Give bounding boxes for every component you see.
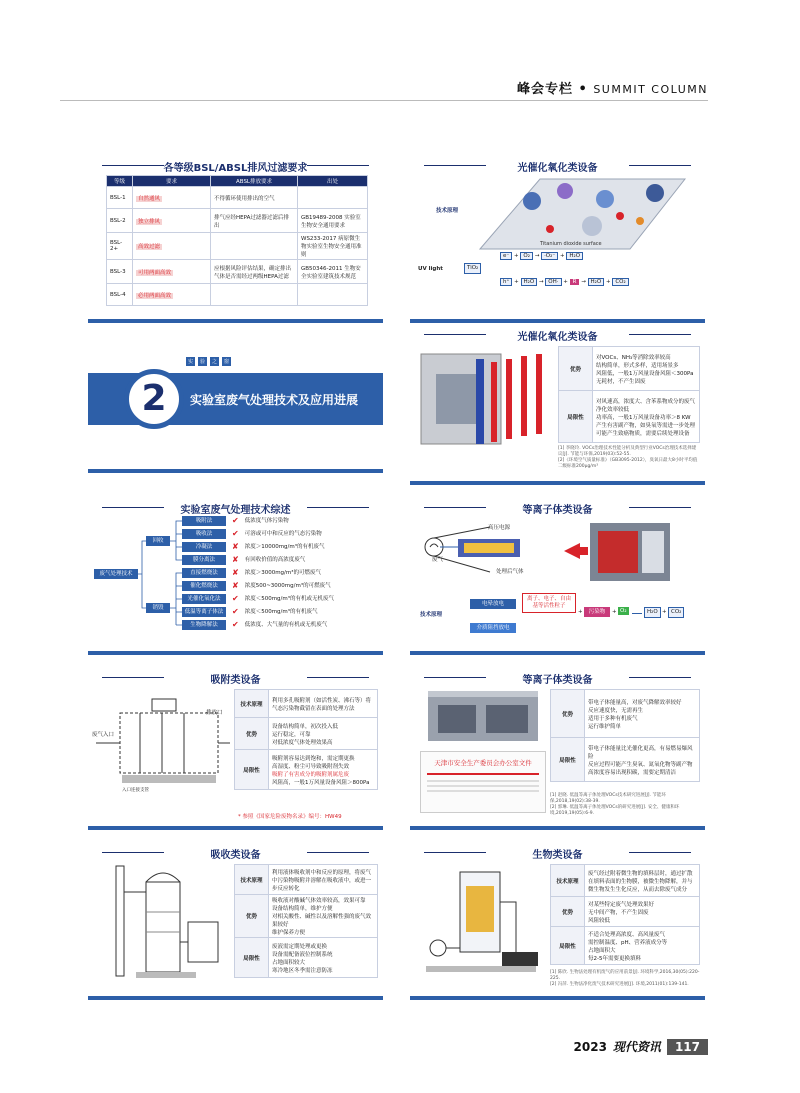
badge-row (186, 357, 231, 366)
header-rule (60, 100, 708, 101)
column-name-cn: 峰会专栏 (516, 82, 573, 97)
surface-label: Titanium dioxide surface (540, 241, 602, 247)
section-number: 2 (124, 369, 184, 429)
slide-bottom-bar (410, 826, 705, 830)
dbd-discharge: 介质阻挡放电 (470, 623, 516, 633)
slide-title: 等离子体类设备 (410, 501, 705, 516)
list-item: 对VOCs、NH₃等消除效率较高 (596, 354, 671, 361)
list-item: 每2-5年需要更换填料 (588, 955, 641, 962)
list-item: 功率高，一般1万风量设备功率＞8 KW (596, 414, 691, 421)
tech-label: 技术原理 (420, 612, 443, 618)
list-item: 无中间产物，不产生固废 (588, 909, 649, 916)
list-item: 带电子体能量比光催化更高，有易燃易爆风险 (588, 745, 693, 760)
cross-icon: ✘ (232, 555, 239, 564)
method-note: 浓度＜500mg/m³的有机废气 (244, 609, 318, 615)
cell-level: BSL-2 (107, 209, 133, 233)
plasma-reactor-diagram (420, 517, 540, 587)
cell-req: 可用两面高效 (133, 260, 211, 284)
plasma-unit-image (420, 687, 546, 747)
limitations-cell (269, 938, 378, 978)
cell-req: 自然通风 (133, 187, 211, 209)
row-label: 优势 (235, 718, 269, 750)
badge: 窗 (224, 359, 230, 365)
row-label: 局限性 (559, 391, 593, 443)
list-item: 不适合处理高浓度、高风量废气 (588, 931, 666, 938)
list-item: 反应过程可能产生臭氧、氮氧化物等副产物 (588, 761, 693, 768)
list-item: 对低浓度气体处理效果高 (272, 739, 333, 746)
table-row (551, 690, 700, 738)
plasma-table (550, 689, 700, 782)
check-icon: ✔ (232, 620, 239, 629)
cell-absl: 不得循环使用排出的空气 (211, 187, 298, 209)
cell-src: GB50346-2011 生物安全实验室建筑技术规范 (298, 260, 368, 284)
table-row (551, 897, 700, 927)
method-row (182, 516, 289, 526)
method-name: 吸附法 (182, 516, 226, 526)
plasma-unit-image (560, 517, 695, 589)
slide-title: 光催化氧化类设备 (410, 159, 705, 174)
list-item: 带电子体能量高，对废气降解效率较好 (588, 699, 682, 706)
list-item: 占地面积大 (588, 947, 616, 954)
row-label: 优势 (235, 895, 269, 938)
check-icon: ✔ (232, 594, 239, 603)
row-label: 局限性 (551, 927, 585, 965)
references (558, 446, 700, 470)
slide-tech-overview (88, 495, 383, 655)
check-icon: ✔ (232, 516, 239, 525)
method-name: 光催化氧化法 (182, 594, 226, 604)
col-header: 要求 (133, 176, 211, 187)
advantages-cell (585, 897, 700, 927)
biological-table (550, 864, 700, 965)
slide-title: 吸附类设备 (88, 671, 383, 686)
method-note: 低浓度气体污染物 (244, 518, 289, 524)
table-row (559, 347, 700, 391)
reference-item: [1] 赵晓. 低温等离子体处理VOCs技术研究进展[J]. 节能环保,2018,19(02):38-39. (550, 793, 666, 804)
slide-adsorption-device (88, 665, 383, 830)
method-row (182, 542, 324, 552)
tech-label: 技术原理 (436, 208, 459, 214)
page-footer (574, 1038, 708, 1055)
col-header: 出处 (298, 176, 368, 187)
slide-title: 吸收类设备 (88, 846, 383, 861)
absorption-table (234, 864, 378, 978)
news-document (420, 751, 546, 813)
reference-item: [1] 陈欣. 生物法处理有机废气的应用前景[J]. 环境科学,2016,30(05):220-225. (550, 970, 700, 981)
slide-absorption-device (88, 840, 383, 1000)
table-row (235, 895, 378, 938)
list-item: 可能产生致癌物质，需要后续处理设备 (596, 430, 690, 437)
table-row (551, 927, 700, 965)
tio2-node: TiO₂ (464, 263, 481, 274)
reference-item: [2]《环境空气质量标准》（GB3095-2012），臭氧日最大8小时平均值二级标准200μg/m³ (558, 458, 698, 469)
list-item: 运行维护简单 (588, 723, 622, 730)
adsorption-unit-diagram (92, 691, 232, 801)
uv-label: UV light (418, 266, 443, 272)
references (550, 793, 700, 817)
badge: 实 (188, 359, 194, 365)
slide-bsl-requirements (88, 153, 383, 323)
cell-level: BSL-2+ (107, 233, 133, 260)
cell-level: BSL-3 (107, 260, 133, 284)
list-item: 高浓度容易出现积碳，需要定期清洁 (588, 769, 677, 776)
slide-plasma-principle (410, 495, 705, 655)
cell-absl (211, 284, 298, 306)
method-row (182, 529, 322, 539)
table-row (559, 391, 700, 443)
slide-bottom-bar (410, 651, 705, 655)
list-item: 利用液体吸收剂中和反应的原理，将废气中污染物吸附并溶解在吸收液中，或进一步反应转化 (269, 865, 378, 895)
list-item: 高湿度、粉尘可导致吸附剂失效 (272, 763, 350, 770)
high-voltage-label: 高压电源 (488, 525, 511, 531)
table-row (235, 938, 378, 978)
slide-photocatalysis-principle (410, 153, 705, 323)
badge: 之 (212, 359, 218, 365)
row-label: 优势 (551, 897, 585, 927)
list-item: 对风速高，浓度大、含苯系物成分的废气净化效率较低 (596, 398, 696, 413)
slide-title: 光催化氧化类设备 (410, 328, 705, 343)
method-name: 生物降解法 (182, 620, 226, 630)
outlet-label: 排放口 (206, 710, 223, 716)
row-label: 局限性 (235, 938, 269, 978)
tree-group-destroy: 销毁 (146, 603, 170, 613)
cross-icon: ✘ (232, 542, 239, 551)
co2-node: CO₂ (668, 607, 684, 618)
magazine-name: 现代资讯 (612, 1040, 661, 1054)
list-item: 无耗材，不产生固废 (596, 378, 646, 385)
cross-icon: ✘ (232, 581, 239, 590)
reference-item: [2] 冯萍. 生物法净化废气技术研究进展[J]. 环境,2011(01):139-141. (550, 982, 689, 987)
col-header: 等级 (107, 176, 133, 187)
reference-item: [1] 李晓玲. VOCs治理技术性能分析及典型行业VOCs治理技术选择建议[J]. 节能与环保,2019(03):52-55. (558, 446, 697, 457)
cell-req: 独立排风 (133, 209, 211, 233)
method-name: 直接燃烧法 (182, 568, 226, 578)
hazard-note: * 参照《国家危险废物名录》编号：HW49 (238, 814, 342, 820)
limitations-cell (269, 750, 378, 790)
limitations-cell (593, 391, 700, 443)
cell-req: 必用两面高效 (133, 284, 211, 306)
advantages-cell (585, 690, 700, 738)
slide-bottom-bar (410, 996, 705, 1000)
method-row (182, 620, 327, 630)
method-row (182, 607, 317, 617)
list-item: 设备需配备液位控制系统 (272, 951, 333, 958)
references (550, 970, 700, 988)
page-number: 117 (667, 1039, 708, 1055)
method-note: 有回收价值的高浓度废气 (244, 557, 306, 563)
cell-src: WS233-2017 病原微生物实验室生物安全通用准则 (298, 233, 368, 260)
plus-sign: + (662, 609, 667, 615)
slide-biological-device (410, 840, 705, 1000)
check-icon: ✔ (232, 607, 239, 616)
slide-section-title (88, 333, 383, 473)
slide-title: 各等级BSL/ABSL排风过滤要求 (88, 159, 383, 174)
list-item: 维护保养方便 (272, 930, 306, 936)
method-row (182, 555, 305, 565)
list-item: 吸收液对酸碱气体效率较高，效果可靠 (272, 898, 366, 904)
badge: 验 (200, 359, 206, 365)
footer-year: 2023 (573, 1039, 607, 1054)
row-label: 技术原理 (235, 690, 269, 718)
advantages-cell (593, 347, 700, 391)
reference-item: [2] 郭琳. 低温等离子体处理VOCs的研究进展[J]. 安全、健康和环境,2019,19(05):6-9. (550, 805, 680, 816)
photocatalysis-table (558, 346, 700, 443)
cell-absl (211, 233, 298, 260)
method-note: 可溶或可中和反应的气态污染物 (244, 531, 322, 537)
list-item: 适用于多种有机废气 (588, 715, 638, 722)
part-label: 入口连接支管 (122, 788, 149, 793)
list-item: 吸附了有害成分的吸附剂属危废 (272, 771, 350, 778)
table-row (107, 187, 368, 209)
cell-src: GB19489-2008 实验室生物安全通用要求 (298, 209, 368, 233)
bsl-table (106, 175, 368, 306)
adsorption-table (234, 689, 378, 790)
table-row (107, 284, 368, 306)
tio2-surface-diagram (470, 171, 690, 259)
cell-level: BSL-1 (107, 187, 133, 209)
row-label: 局限性 (551, 738, 585, 782)
list-item: 设备结构简单，初次投入低 (272, 723, 339, 730)
list-item: 对某些特定废气处理效果好 (588, 901, 655, 908)
table-row (551, 738, 700, 782)
table-row (235, 690, 378, 718)
slide-title: 等离子体类设备 (410, 671, 705, 686)
row-label: 优势 (551, 690, 585, 738)
slide-bottom-bar (88, 469, 383, 473)
method-name: 吸收法 (182, 529, 226, 539)
cell-absl: 应根据风险评估结果，确定排出气体是否需经过两级HEPA过滤 (211, 260, 298, 284)
list-item: 废气经过附着微生物的填料层时，通过扩散在填料表面的生物膜，被微生物降解，并与微生物发生生化反应，从而去除废气成分 (585, 865, 700, 897)
row-label: 技术原理 (235, 865, 269, 895)
cell-absl: 排气应经HEPA过滤器过滤后排出 (211, 209, 298, 233)
advantages-cell (269, 895, 378, 938)
gas-out-label: 处理后气体 (496, 569, 524, 575)
list-item: 寒冷地区冬季需注意防冻 (272, 967, 333, 974)
method-note: 浓度＞10000mg/m³的有机废气 (244, 544, 325, 550)
slide-plasma-device (410, 665, 705, 830)
list-item: 废液需定期处理或更换 (272, 943, 328, 950)
cell-req: 高效过滤 (133, 233, 211, 260)
list-item: 风阻高，一般1万风量设备风阻＞800Pa (272, 779, 370, 786)
list-item: 产生有害副产物，如臭氧等需进一步处理 (596, 422, 696, 429)
tree-group-recycle: 回收 (146, 536, 170, 546)
list-item: 利用多孔吸附剂（如活性炭、沸石等）将气态污染物截留在表面的处理方法 (269, 690, 378, 718)
method-note: 低浓度、大气量的有机或无机废气 (244, 622, 328, 628)
limitations-cell (585, 738, 700, 782)
slide-bottom-bar (88, 651, 383, 655)
list-item: 风阻较低 (588, 917, 611, 924)
slide-bottom-bar (88, 319, 383, 323)
list-item: 运行稳定，可靠 (272, 731, 311, 738)
list-item: 结构简单，形式多样，适用场景多 (596, 362, 679, 369)
method-name: 膜分离法 (182, 555, 226, 565)
slide-bottom-bar (410, 481, 705, 485)
table-row (235, 718, 378, 750)
plus-sign: + (578, 609, 583, 615)
tree-root: 废气处理技术 (94, 569, 138, 579)
list-item: 反应速度快，无需再生 (588, 707, 644, 714)
active-particles: 离子、电子、自由基等活性粒子 (522, 593, 576, 613)
photocatalysis-unit-image (416, 344, 556, 454)
method-note: 浓度＞3000mg/m³的可燃废气 (244, 570, 321, 576)
row-label: 技术原理 (551, 865, 585, 897)
list-item: 需控制温度、pH、营养液成分等 (588, 939, 668, 946)
method-note: 浓度＜500mg/m³的有机或无机废气 (244, 596, 334, 602)
slide-title: 生物类设备 (410, 846, 705, 861)
list-item: 设备结构简单，维护方便 (272, 906, 333, 912)
corona-discharge: 电晕放电 (470, 599, 516, 609)
table-row (551, 865, 700, 897)
column-name-en: SUMMIT COLUMN (593, 83, 708, 96)
intake-label: 废气入口 (92, 732, 115, 738)
cross-icon: ✘ (232, 568, 239, 577)
slide-title: 实验室废气处理技术综述 (88, 501, 383, 516)
biofilter-diagram (416, 862, 546, 986)
table-row (107, 260, 368, 284)
absorption-tower-diagram (96, 862, 226, 986)
slide-photocatalysis-device (410, 322, 705, 485)
row-label: 优势 (559, 347, 593, 391)
pollutant-node: 污染物 (584, 607, 610, 617)
limitations-cell (585, 927, 700, 965)
list-item: 风阻低，一般1万风量设备风阻＜300Pa (596, 370, 694, 377)
method-row (182, 594, 334, 604)
o2-node: O₂ (620, 608, 627, 614)
flow-arrow (632, 613, 642, 614)
h2o-node: H₂O (644, 607, 661, 618)
method-row (182, 568, 321, 578)
col-header: ABSL排放要求 (211, 176, 298, 187)
table-row (235, 750, 378, 790)
advantages-cell (269, 718, 378, 750)
cell-src (298, 284, 368, 306)
table-row (107, 233, 368, 260)
plus-sign: + (612, 609, 617, 615)
method-row (182, 581, 331, 591)
list-item: 吸附剂容易达到饱和，需定期更换 (272, 755, 355, 762)
cell-level: BSL-4 (107, 284, 133, 306)
flow-top: e⁻ + O₂ → ·O₂⁻ + H₂O (500, 252, 583, 261)
table-header-row (107, 176, 368, 187)
table-row (107, 209, 368, 233)
method-name: 低温等离子体法 (182, 607, 226, 617)
flow-bottom: h⁺ + H₂O → OH· + R → H₂O + CO₂ (500, 277, 629, 287)
column-header: 峰会专栏 • SUMMIT COLUMN (516, 82, 708, 97)
gas-in-label: 废气 (432, 557, 444, 563)
method-name: 催化燃烧法 (182, 581, 226, 591)
method-note: 浓度500~3000mg/m³的可燃废气 (244, 583, 331, 589)
row-label: 局限性 (235, 750, 269, 790)
section-title: 实验室废气处理技术及应用进展 (190, 393, 359, 407)
method-name: 冷凝法 (182, 542, 226, 552)
slide-bottom-bar (88, 996, 383, 1000)
list-item: 占地面积较大 (272, 959, 306, 966)
cell-src (298, 187, 368, 209)
slide-bottom-bar (88, 826, 383, 830)
table-row (235, 865, 378, 895)
list-item: 对相关酸性、碱性以及溶解性强的废气效果较好 (272, 914, 372, 928)
check-icon: ✔ (232, 529, 239, 538)
news-headline: 天津市安全生产委员会办公室文件 (434, 759, 532, 767)
